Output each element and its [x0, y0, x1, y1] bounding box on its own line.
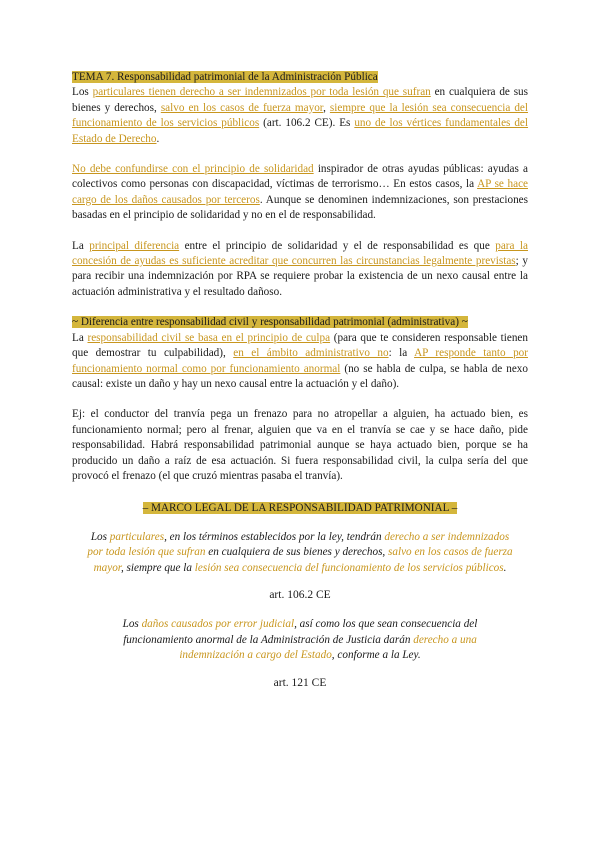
paragraph-ejemplo: Ej: el conductor del tranvía pega un frenazo para no atropellar a alguien, ha actuado bien, es funcionamiento normal; pero al frenar, alguien que va en el tranvía se cae y se hace daño, pide responsabilidad. Habrá responsabilidad patrimonial aunque se haya actuado bien, porque se ha producido un daño a raíz de esa actuación. Si fuera responsabilidad civil, la culpa sería del que provocó el frenazo (el que cruzó mientras pasaba el tranvía). [72, 408, 528, 482]
document-page [72, 70, 528, 705]
highlight-vertices: uno de los vértices fundamentales del Estado de Derecho [72, 117, 529, 145]
quote-121: Los daños causados por error judicial, así como los que sean consecuencia del funcionamiento anormal de la Administración de Justicia darán derecho a una indemnización a cargo del Estado, conforme a la Ley. [122, 618, 478, 662]
highlight-concesion: para la concesión de ayudas es suficiente acreditar que concurren las circunstancias legalmente previstas [72, 239, 528, 268]
paragraph-solidaridad: No debe confundirse con el principio de solidaridad inspirador de otras ayudas públicas: ayudas a colectivos como personas con discapacidad, víctimas de terrorismo… En estos casos, la AP se hace cargo de los daños causados por terceros. Aunque se denominen indemnizaciones, son prestaciones basadas en el principio de solidaridad y no en el de responsabilidad. [72, 163, 528, 222]
highlight-ambito: en el ámbito administrativo no [233, 347, 389, 360]
quote-highlight: derecho a ser indemnizados por toda lesión que sufran [87, 530, 510, 559]
highlight-fuerza-mayor: salvo en los casos de fuerza mayor [160, 101, 324, 114]
quote-highlight: derecho a una indemnización a cargo del Estado [179, 633, 477, 662]
paragraph-culpa: La responsabilidad civil se basa en el principio de culpa (para que te consideren responsable tienen que demostrar tu culpabilidad), en el ámbito administrativo no: la AP responde tanto por funcionamiento normal como por funcionamiento anormal (no se habla de culpa, se habla de nexo causal: existe un daño y hay un nexo causal entre la actuación y el daño). [72, 331, 528, 390]
highlight-derecho: particulares tienen derecho a ser indemnizados por toda lesión que sufran [92, 86, 431, 99]
title-highlight: TEMA 7. Responsabilidad patrimonial de la Administración Pública [72, 71, 378, 83]
section-highlight: ~ Diferencia entre responsabilidad civil y responsabilidad patrimonial (administrativa) ~ [72, 316, 468, 329]
marco-legal-highlight: – MARCO LEGAL DE LA RESPONSABILIDAD PATRIMONIAL – [142, 502, 458, 515]
highlight-ap-responde: AP responde tanto por funcionamiento normal como por funcionamiento anormal [72, 347, 528, 375]
highlight-terceros: AP se hace cargo de los daños causados por terceros [72, 178, 528, 206]
paragraph-diferencia: La principal diferencia entre el principio de solidaridad y el de responsabilidad es que para la concesión de ayudas es suficiente acreditar que concurren las circunstancias legalmente previstas; y para recibir una indemnización por RPA se requiere probar la existencia de un nexo causal entre la actuación administrativa y el resultado dañoso. [72, 239, 528, 298]
highlight-culpa: responsabilidad civil se basa en el principio de culpa [87, 331, 331, 344]
highlight-principal-diferencia: principal diferencia [89, 239, 180, 252]
quote-highlight: lesión sea consecuencia del funcionamiento de los servicios públicos [194, 561, 504, 574]
highlight-lesion: siempre que la lesión sea consecuencia del funcionamiento de los servicios públicos [72, 101, 528, 130]
reference-art-121: art. 121 CE [273, 676, 327, 689]
quote-highlight: daños causados por error judicial [141, 618, 295, 631]
document-title [72, 70, 528, 85]
quote-highlight: particulares [109, 530, 165, 543]
reference-art-106: art. 106.2 CE [269, 588, 331, 601]
highlight-solidaridad: No debe confundirse con el principio de solidaridad [72, 163, 314, 176]
section-civil-vs-patrimonial-title [72, 315, 528, 330]
section-marco-legal-title [72, 501, 528, 516]
quote-highlight: salvo en los casos de fuerza mayor [93, 546, 513, 574]
quote-106: Los particulares, en los términos establecidos por la ley, tendrán derecho a ser indemnizados por toda lesión que sufran en cualquiera de sus bienes y derechos, salvo en los casos de fuerza mayor, siempre que la lesión sea consecuencia del funcionamiento de los servicios públicos. [87, 530, 513, 574]
paragraph-definition: Los particulares tienen derecho a ser indemnizados por toda lesión que sufran en cualquiera de sus bienes y derechos, salvo en los casos de fuerza mayor, siempre que la lesión sea consecuencia del funcionamiento de los servicios públicos (art. 106.2 CE). Es uno de los vértices fundamentales del Estado de Derecho. [72, 86, 529, 145]
